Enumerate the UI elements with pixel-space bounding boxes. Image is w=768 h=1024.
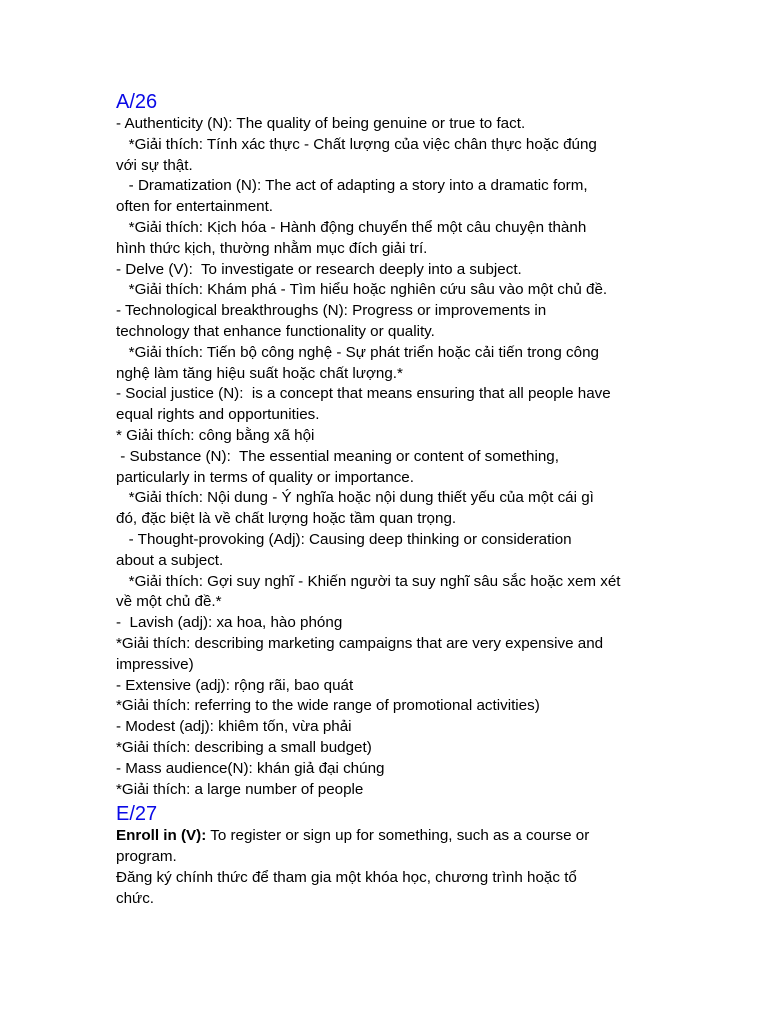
text-line: với sự thật. xyxy=(116,156,193,174)
text-line: Đăng ký chính thức để tham gia một khóa học, chương trình hoặc tổ xyxy=(116,868,577,886)
text-line: - Delve (V): To investigate or research deeply into a subject. xyxy=(116,260,522,278)
text-line: about a subject. xyxy=(116,551,224,569)
text-line: * Giải thích: công bằng xã hội xyxy=(116,426,315,444)
text-line: - Mass audience(N): khán giả đại chúng xyxy=(116,759,385,777)
text-line: - Technological breakthroughs (N): Progress or improvements in xyxy=(116,302,547,320)
section-heading-a26: A/26 xyxy=(116,91,158,113)
document-page xyxy=(116,90,661,909)
text-line: *Giải thích: Tiến bộ công nghệ - Sự phát triển hoặc cải tiến trong công xyxy=(116,343,599,361)
enroll-definition: To register or sign up for something, such as a course or xyxy=(206,827,590,845)
text-line: nghệ làm tăng hiệu suất hoặc chất lượng.* xyxy=(116,364,403,382)
text-line: *Giải thích: Gợi suy nghĩ - Khiến người ta suy nghĩ sâu sắc hoặc xem xét xyxy=(116,572,621,590)
text-line: particularly in terms of quality or importance. xyxy=(116,468,414,486)
text-line: đó, đặc biệt là về chất lượng hoặc tầm quan trọng. xyxy=(116,510,457,528)
text-line: - Extensive (adj): rộng rãi, bao quát xyxy=(116,676,354,694)
section-a26-body xyxy=(116,114,661,800)
text-line: - Lavish (adj): xa hoa, hào phóng xyxy=(116,614,343,632)
section-heading-e27: E/27 xyxy=(116,803,158,826)
text-line: - Substance (N): The essential meaning or content of something, xyxy=(116,447,559,465)
text-line: program. xyxy=(116,848,177,866)
text-line: - Dramatization (N): The act of adapting a story into a dramatic form, xyxy=(116,177,588,195)
text-line: often for entertainment. xyxy=(116,198,274,216)
text-line: - Modest (adj): khiêm tốn, vừa phải xyxy=(116,718,352,736)
text-line: *Giải thích: Tính xác thực - Chất lượng của việc chân thực hoặc đúng xyxy=(116,135,597,153)
text-line: hình thức kịch, thường nhằm mục đích giải trí. xyxy=(116,239,428,257)
text-line: *Giải thích: a large number of people xyxy=(116,780,364,798)
text-line: equal rights and opportunities. xyxy=(116,406,320,424)
text-line: *Giải thích: Khám phá - Tìm hiểu hoặc nghiên cứu sâu vào một chủ đề. xyxy=(116,281,608,299)
text-line: *Giải thích: describing a small budget) xyxy=(116,738,372,756)
enroll-line xyxy=(116,826,661,847)
text-line: *Giải thích: Kịch hóa - Hành động chuyển thể một câu chuyện thành xyxy=(116,218,587,236)
section-e27-body xyxy=(116,847,661,909)
text-line: technology that enhance functionality or quality. xyxy=(116,322,435,340)
text-line: về một chủ đề.* xyxy=(116,593,222,611)
text-line: - Social justice (N): is a concept that means ensuring that all people have xyxy=(116,385,611,403)
text-line: - Authenticity (N): The quality of being genuine or true to fact. xyxy=(116,115,526,132)
text-line: *Giải thích: referring to the wide range of promotional activities) xyxy=(116,697,540,715)
enroll-term: Enroll in (V): xyxy=(116,827,207,845)
text-line: chức. xyxy=(116,889,155,907)
text-line: *Giải thích: Nội dung - Ý nghĩa hoặc nội dung thiết yếu của một cái gì xyxy=(116,489,594,507)
text-line: impressive) xyxy=(116,655,194,673)
text-line: *Giải thích: describing marketing campaigns that are very expensive and xyxy=(116,634,604,652)
text-line: - Thought-provoking (Adj): Causing deep thinking or consideration xyxy=(116,530,572,548)
